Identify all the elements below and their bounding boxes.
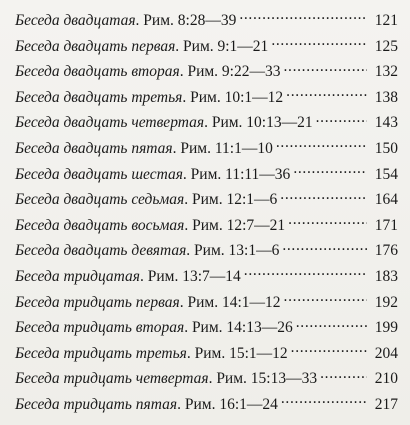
toc-entry-page-number: 171 (374, 216, 398, 234)
dot-leader (320, 368, 367, 384)
toc-entry-reference: Рим. 9:1—21 (183, 37, 269, 55)
dot-leader (271, 35, 367, 51)
toc-entry-reference: Рим. 15:1—12 (194, 344, 288, 362)
toc-entry-page-number: 176 (374, 242, 398, 260)
toc-entry-page-number: 143 (374, 114, 398, 132)
toc-entry-reference: Рим. 12:7—21 (192, 216, 286, 234)
toc-entry-title: Беседа двадцатая (15, 12, 136, 29)
toc-entry-page-number: 138 (374, 88, 398, 106)
toc-entry-page-number: 164 (374, 191, 398, 209)
toc-entry-reference: Рим. 13:7—14 (147, 267, 241, 285)
toc-entry-reference: Рим. 11:1—10 (180, 139, 273, 157)
table-of-contents (15, 8, 398, 418)
toc-entry-page-number: 150 (374, 139, 398, 157)
toc-entry-reference: Рим. 11:11—36 (190, 165, 291, 183)
dot-leader (286, 86, 367, 102)
toc-entry: Беседа двадцать восьмая . Рим. 12:7—21 . . . 171 (15, 213, 398, 239)
toc-entry-title: Беседа двадцать седьмая (15, 191, 185, 209)
toc-entry: Беседа двадцать пятая . Рим. 11:1—10 . . . 150 (15, 136, 398, 162)
toc-entry-reference: Рим. 14:1—12 (187, 293, 281, 311)
toc-entry: Беседа тридцать первая . Рим. 14:1—12 . . . 192 (15, 290, 398, 316)
toc-entry: Беседа двадцать четвертая . Рим. 10:13—21 . . . 143 (15, 110, 398, 136)
toc-entry-reference: Рим. 9:22—33 (187, 63, 281, 81)
toc-entry: Беседа двадцать седьмая . Рим. 12:1—6 . . . 164 (15, 187, 398, 213)
toc-entry-title: Беседа двадцать третья (15, 88, 183, 106)
toc-entry-title: Беседа двадцать пятая (15, 139, 173, 157)
dot-leader (288, 214, 367, 230)
toc-entry-title: Беседа тридцать пятая (15, 395, 178, 413)
dot-leader (280, 189, 367, 205)
toc-entry-title: Беседа тридцать первая (15, 293, 180, 311)
dot-leader (282, 240, 367, 256)
toc-entry-page-number: 183 (374, 267, 398, 285)
dot-leader (316, 112, 367, 128)
toc-entry-title: Беседа тридцать вторая (15, 319, 185, 337)
toc-entry-reference: Рим. 15:13—33 (216, 370, 318, 388)
toc-entry-page-number: 121 (374, 12, 398, 29)
toc-entry-reference: Рим. 12:1—6 (191, 191, 278, 209)
toc-entry: Беседа тридцать пятая . Рим. 16:1—24 . . . 217 (15, 392, 398, 418)
toc-entry-page-number: 125 (374, 37, 398, 55)
dot-leader (293, 163, 367, 179)
toc-entry-title: Беседа двадцать шестая (15, 165, 183, 183)
dot-leader (276, 137, 367, 153)
toc-entry-title: Беседа тридцатая (15, 267, 141, 285)
toc-entry-title: Беседа тридцать четвертая (15, 370, 209, 388)
toc-entry: Беседа двадцать вторая . Рим. 9:22—33 . . . 132 (15, 59, 398, 85)
dot-leader (281, 393, 367, 409)
toc-entry-reference: Рим. 10:13—21 (211, 114, 313, 132)
toc-entry-reference: Рим. 14:13—26 (191, 319, 293, 337)
toc-entry: Беседа тридцать вторая . Рим. 14:13—26 . . . 199 (15, 315, 398, 341)
toc-entry-reference: Рим. 16:1—24 (184, 395, 278, 413)
dot-leader (239, 10, 367, 26)
toc-entry: Беседа двадцать третья . Рим. 10:1—12 . . . 138 (15, 85, 398, 111)
dot-leader (244, 265, 367, 281)
toc-entry-page-number: 210 (374, 370, 398, 388)
dot-leader (284, 291, 367, 307)
toc-entry: Беседа тридцать четвертая . Рим. 15:13—33 . . . 210 (15, 366, 398, 392)
toc-entry-page-number: 132 (374, 63, 398, 81)
dot-leader (296, 317, 367, 333)
toc-entry: Беседа тридцать третья . Рим. 15:1—12 . . . 204 (15, 341, 398, 367)
toc-entry-title: Беседа двадцать девятая (15, 242, 187, 260)
toc-entry-page-number: 204 (374, 344, 398, 362)
toc-entry-page-number: 192 (374, 293, 398, 311)
dot-leader (291, 342, 367, 358)
toc-entry: Беседа двадцать первая . Рим. 9:1—21 . . . 125 (15, 34, 398, 60)
toc-entry-page-number: 199 (374, 319, 398, 337)
toc-entry-title: Беседа двадцать четвертая (15, 114, 205, 132)
toc-entry-title: Беседа тридцать третья (15, 344, 187, 362)
toc-entry: Беседа двадцать шестая . Рим. 11:11—36 . . . 154 (15, 162, 398, 188)
toc-entry: Беседа двадцатая . Рим. 8:28—39 . . . 121 (15, 8, 398, 34)
toc-entry-page-number: 217 (374, 395, 398, 413)
toc-entry-title: Беседа двадцать первая (15, 37, 176, 55)
toc-entry-reference: Рим. 8:28—39 (143, 12, 237, 29)
toc-entry: Беседа тридцатая . Рим. 13:7—14 . . . 183 (15, 264, 398, 290)
toc-entry-title: Беседа двадцать восьмая (15, 216, 185, 234)
toc-entry-reference: Рим. 10:1—12 (190, 88, 284, 106)
toc-entry-reference: Рим. 13:1—6 (194, 242, 280, 260)
toc-entry-title: Беседа двадцать вторая (15, 63, 180, 81)
toc-entry-page-number: 154 (374, 165, 398, 183)
dot-leader (283, 61, 367, 77)
toc-entry: Беседа двадцать девятая . Рим. 13:1—6 . . . 176 (15, 238, 398, 264)
